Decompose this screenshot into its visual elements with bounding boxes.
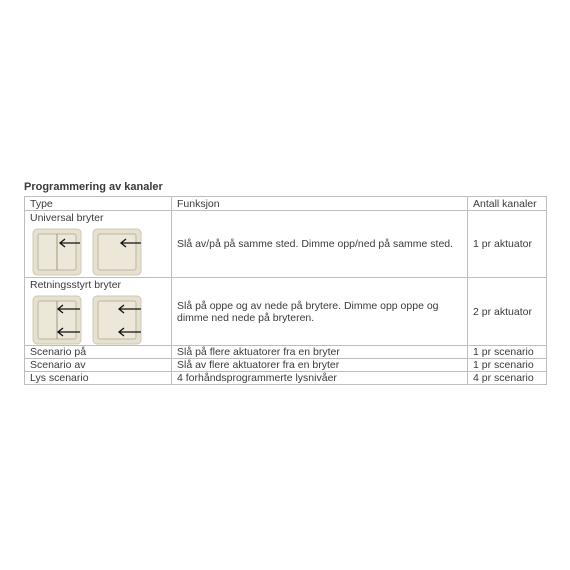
type-label: Universal bryter [30,212,104,224]
switch-images [32,295,166,345]
double-rocker-switch-two-arrows-icon [32,295,82,345]
table-title: Programmering av kanaler [24,181,163,193]
channels-cell: 4 pr scenario [468,372,547,385]
single-rocker-switch-two-arrows-icon [92,295,142,345]
double-rocker-switch-arrow-icon [32,228,82,276]
function-cell: Slå av/på på samme sted. Dimme opp/ned på samme sted. [172,211,468,278]
switch-images [32,228,166,276]
table-row [25,278,547,346]
type-cell [25,211,172,278]
channels-cell: 1 pr aktuator [468,211,547,278]
type-cell: Lys scenario [25,372,172,385]
function-cell: Slå av flere aktuatorer fra en bryter [172,359,468,372]
type-cell: Scenario på [25,346,172,359]
function-cell: 4 forhåndsprogrammerte lysnivåer [172,372,468,385]
table-row [25,346,547,359]
function-cell: Slå på oppe og av nede på brytere. Dimme opp oppe og dimme ned nede på bryteren. [172,278,468,346]
type-label: Retningsstyrt bryter [30,279,122,291]
channel-programming-table [24,196,547,385]
table-row [25,372,547,385]
header-channels: Antall kanaler [468,197,547,211]
header-type: Type [25,197,172,211]
channels-cell: 1 pr scenario [468,359,547,372]
table-row [25,359,547,372]
function-cell: Slå på flere aktuatorer fra en bryter [172,346,468,359]
type-cell [25,278,172,346]
table-header-row [25,197,547,211]
channels-cell: 1 pr scenario [468,346,547,359]
table-row [25,211,547,278]
type-cell: Scenario av [25,359,172,372]
header-function: Funksjon [172,197,468,211]
channels-cell: 2 pr aktuator [468,278,547,346]
single-rocker-switch-arrow-icon [92,228,142,276]
